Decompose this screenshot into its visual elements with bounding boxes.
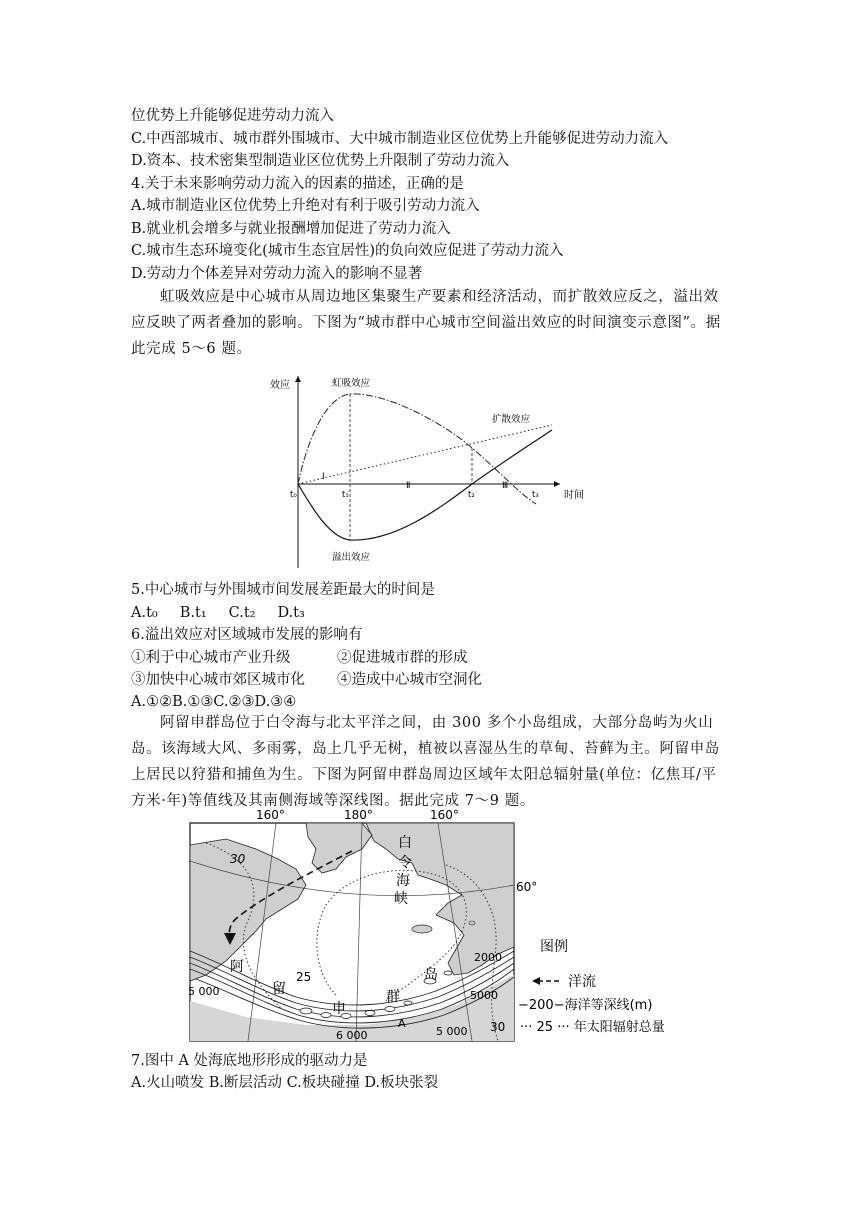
point-a-label: A <box>398 1017 406 1030</box>
series-spillover-line <box>298 430 552 540</box>
q4-option-b: B.就业机会增多与就业报酬增加促进了劳动力流入 <box>131 221 451 237</box>
island-char-5: 岛 <box>424 967 438 983</box>
q4-option-a: A.城市制造业区位优势上升绝对有利于吸引劳动力流入 <box>131 198 480 214</box>
tick-t3: t₃ <box>532 490 539 500</box>
strait-char-4: 峡 <box>394 891 408 907</box>
q6-item-4: ④造成中心城市空洞化 <box>337 672 482 688</box>
q4-option-d: D.劳动力个体差异对劳动力流入的影响不显著 <box>131 266 423 282</box>
strait-char-2: 令 <box>398 855 412 871</box>
label-siphon: 虹吸效应 <box>332 378 371 389</box>
q6-items-row2 <box>131 670 482 690</box>
passage-aleutian: 阿留申群岛位于白令海与北太平洋之间，由 300 多个小岛组成，大部分岛屿为火山岛。该海域大风、多雨雾，岛上几乎无树，植被以喜湿丛生的草甸、苔藓为主。阿留申岛上居民以狩猎和捕鱼为生。下图为阿留申群岛周边区域年太阳总辐射量(单位：亿焦耳/平方米·年)等值线及其南侧海域等深线图。据此完成 7～9 题。 <box>131 715 720 809</box>
island-small-1 <box>469 921 475 925</box>
q6-answers: A.①②B.①③C.②③D.③④ <box>131 694 297 710</box>
q5-options <box>131 603 327 623</box>
q3-option-c: C.中西部城市、城市群外围城市、大中城市制造业区位优势上升能够促进劳动力流入 <box>131 131 669 147</box>
x-axis-label: 时间 <box>564 490 584 501</box>
q6-items-row1 <box>131 648 468 668</box>
lon-label-160e: 160° <box>430 808 459 822</box>
tick-t1: t₁ <box>342 490 349 500</box>
label-diffusion: 扩散效应 <box>492 414 531 425</box>
depth-label-6000: 6 000 <box>336 1029 368 1042</box>
q6-stem: 6.溢出效应对区域城市发展的影响有 <box>131 627 363 643</box>
q7-stem: 7.图中 A 处海底地形形成的驱动力是 <box>131 1053 368 1069</box>
q5-option-c: C.t₂ <box>228 605 256 621</box>
q5-option-d: D.t₃ <box>277 605 305 621</box>
legend-current-label: 洋流 <box>568 974 596 990</box>
series-diffusion-line <box>298 425 552 484</box>
tick-t2: t₂ <box>468 490 475 500</box>
island-char-4: 群 <box>386 989 400 1005</box>
legend-current-arrowhead <box>532 977 540 985</box>
stage-1: Ⅰ <box>322 472 325 482</box>
lon-label-180: 180° <box>344 808 373 822</box>
q6-item-2: ②促进城市群的形成 <box>337 650 468 666</box>
q6-item-3: ③加快中心城市郊区城市化 <box>131 672 305 688</box>
depth-label-5000-bottom: 5 000 <box>436 1025 468 1038</box>
strait-char-3: 海 <box>396 873 410 889</box>
passage-spillover: 虹吸效应是中心城市从周边地区集聚生产要素和经济活动，而扩散效应反之，溢出效应反映了两者叠加的影响。下图为“城市群中心城市空间溢出效应的时间演变示意图”。据此完成 5～6 题。 <box>131 289 721 357</box>
q5-stem: 5.中心城市与外围城市间发展差距最大的时间是 <box>131 582 435 598</box>
island-char-2: 留 <box>272 981 286 997</box>
y-axis-label: 效应 <box>270 380 290 391</box>
q3-stem-tail: 位优势上升能够促进劳动力流入 <box>131 108 334 124</box>
label-spillover: 溢出效应 <box>332 552 371 563</box>
strait-char-1: 白 <box>398 835 412 851</box>
series-siphon-line <box>298 394 536 504</box>
iso-label-30-right: 30 <box>490 1020 506 1034</box>
q4-option-c: C.城市生态环境变化(城市生态宜居性)的负向效应促进了劳动力流入 <box>131 243 564 259</box>
island-char-3: 申 <box>332 1001 346 1017</box>
spillover-effect-chart <box>260 368 600 572</box>
tick-t0: t₀ <box>290 490 297 500</box>
legend-title: 图例 <box>540 939 568 955</box>
legend-solar-label: ··· 25 ··· 年太阳辐射总量 <box>520 1020 665 1035</box>
q4-stem: 4.关于未来影响劳动力流入的因素的描述，正确的是 <box>131 176 464 192</box>
iso-label-30-left: 30 <box>230 852 246 866</box>
lat-label-60: 60° <box>516 880 538 894</box>
lon-label-160w: 160° <box>256 808 285 822</box>
depth-label-5000-right: 5000 <box>470 989 498 1002</box>
iso-label-25: 25 <box>296 970 312 984</box>
q7-options: A.火山喷发 B.断层活动 C.板块碰撞 D.板块张裂 <box>131 1075 439 1091</box>
q6-item-1: ①利于中心城市产业升级 <box>131 650 291 666</box>
aleutian-map <box>186 805 676 1045</box>
stage-3: Ⅲ <box>502 481 509 491</box>
island-st-lawrence <box>412 925 432 933</box>
q5-option-a: A.t₀ <box>131 605 158 621</box>
q3-option-d: D.资本、技术密集型制造业区位优势上升限制了劳动力流入 <box>131 153 510 169</box>
q5-option-b: B.t₁ <box>179 605 207 621</box>
stage-2: Ⅱ <box>406 481 411 491</box>
depth-label-5000-left: 5 000 <box>188 985 220 998</box>
depth-label-2000: 2000 <box>474 951 502 964</box>
legend-depth-label: −200−海洋等深线(m) <box>518 998 653 1013</box>
island-char-1: 阿 <box>230 959 244 975</box>
